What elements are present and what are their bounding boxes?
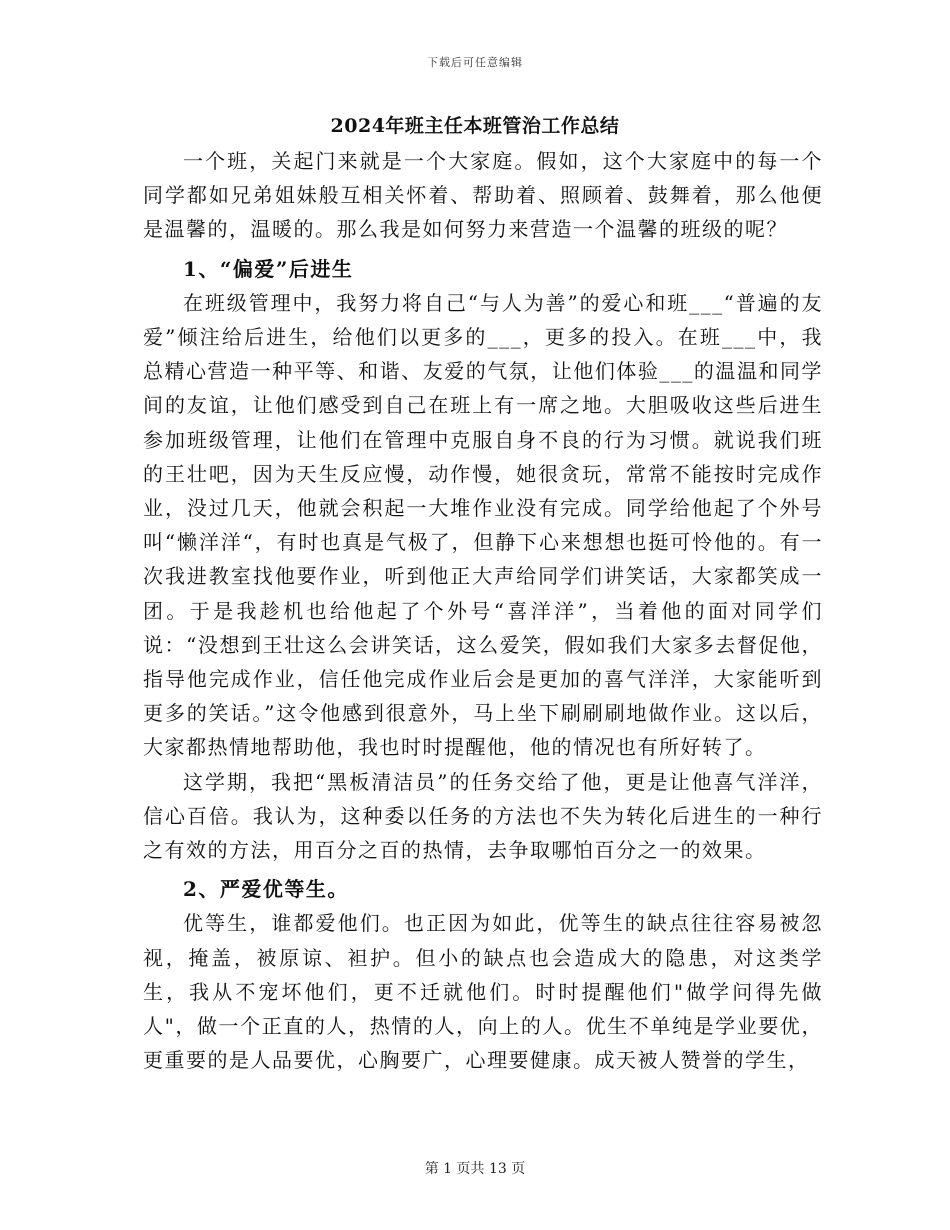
document-body	[143, 144, 823, 1077]
section-2-heading: 2、严爱优等生。	[183, 877, 349, 902]
document-title: 2024年班主任本班管治工作总结	[330, 115, 620, 137]
intro-paragraph: 一个班，关起门来就是一个大家庭。假如，这个大家庭中的每一个同学都如兄弟姐妹般互相关怀着、帮助着、照顾着、鼓舞着，那么他便是温馨的，温暖的。那么我是如何努力来营造一个温馨的班级的呢？	[143, 149, 823, 242]
section-2-paragraph-1: 优等生，谁都爱他们。也正因为如此，优等生的缺点往往容易被忽视，掩盖，被原谅、袒护。但小的缺点也会造成大的隐患，对这类学生，我从不宠坏他们，更不迁就他们。时时提醒他们"做学问得先做人"，做一个正直的人，热情的人，向上的人。优生不单纯是学业要优，更重要的是人品要优，心胸要广，心理要健康。成天被人赞誉的学生，	[143, 911, 823, 1073]
section-1-paragraph-2: 这学期，我把“黑板清洁员”的任务交给了他，更是让他喜气洋洋，信心百倍。我认为，这种委以任务的方法也不失为转化后进生的一种行之有效的方法，用百分之百的热情，去争取哪怕百分之一的效果。	[143, 769, 823, 863]
page-header-note: 下载后可任意编辑	[427, 56, 523, 69]
section-1-paragraph-1: 在班级管理中，我努力将自己“与人为善”的爱心和班___“普遍的友爱”倾注给后进生，给他们以更多的___，更多的投入。在班___中，我总精心营造一种平等、和谐、友爱的气氛，让他们体验___的温温和同学间的友谊，让他们感受到自己在班上有一席之地。大胆吸收这些后进生参加班级管理，让他们在管理中克服自身不良的行为习惯。就说我们班的王壮吧，因为天生反应慢，动作慢，她很贪玩，常常不能按时完成作业，没过几天，他就会积起一大堆作业没有完成。同学给他起了个外号叫“懒洋洋“，有时也真是气极了，但静下心来想想也挺可怜他的。有一次我进教室找他要作业，听到他正大声给同学们讲笑话，大家都笑成一团。于是我趁机也给他起了个外号“喜洋洋”，当着他的面对同学们说：“没想到王壮这么会讲笑话，这么爱笑，假如我们大家多去督促他，指导他完成作业，信任他完成作业后会是更加的喜气洋洋，大家能听到更多的笑话。”这令他感到很意外，马上坐下刷刷刷地做作业。这以后，大家都热情地帮助他，我也时时提醒他，他的情况也有所好转了。	[143, 290, 823, 760]
page-footer: 第 1 页共 13 页	[424, 1161, 526, 1177]
section-1-heading: 1、“偏爱”后进生	[183, 256, 354, 281]
